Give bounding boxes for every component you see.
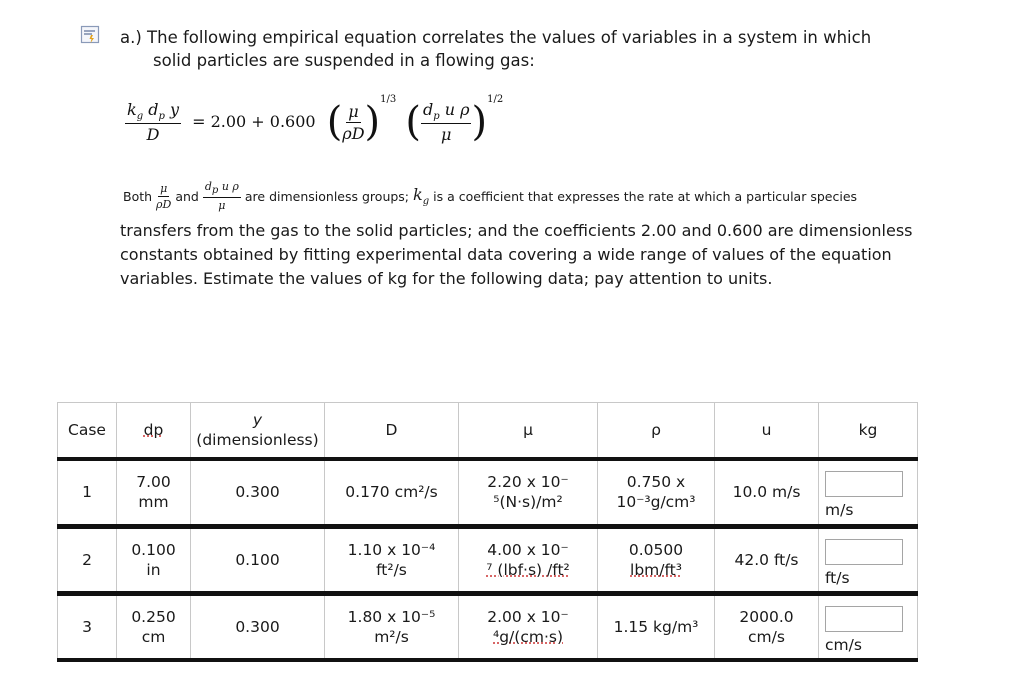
cell-mu: 4.00 x 10⁻ ⁷ (lbf·s) /ft²: [459, 526, 598, 593]
kg-answer-input-case-1[interactable]: [825, 471, 903, 497]
header-kg: kg: [819, 403, 918, 460]
header-dp: dp: [117, 403, 191, 460]
data-table: [57, 402, 918, 662]
cell-u: 42.0 ft/s: [715, 526, 819, 593]
cell-mu: 2.00 x 10⁻ ⁴g/(cm·s): [459, 593, 598, 660]
cell-rho: 1.15 kg/m³: [598, 593, 715, 660]
cell-case: 3: [58, 593, 117, 660]
cell-y: 0.100: [191, 526, 325, 593]
question-prompt: [120, 26, 871, 72]
exponent-1: 1/3: [380, 94, 397, 105]
cell-D: 0.170 cm²/s: [325, 459, 459, 526]
cell-rho: 0.0500 lbm/ft³: [598, 526, 715, 593]
group-mu-over-rhoD: $\frac{\mu}{\rho D}$: [342, 101, 365, 143]
empirical-equation: $\frac{k_g d_p y}{D}$ = 2.00 + 0.600 ( $\frac{\mu}{\rho D}$ )$^{1/3}$ ( $\frac{d_p u \rho}{\mu}$ )$^{1/2}$: [127, 94, 504, 146]
header-case: Case: [58, 403, 117, 460]
header-u: u: [715, 403, 819, 460]
header-rho: ρ: [598, 403, 715, 460]
dimensionless-groups-line: Both $\frac{\mu}{\rho D}$ and $\frac{d_p u \rho}{\mu}$ are dimensionless groups; $k_g$ is a coefficient that expresses the rate at which a particular species: [123, 180, 858, 213]
cell-u: 10.0 m/s: [715, 459, 819, 526]
instructions-paragraph: transfers from the gas to the solid particles; and the coefficients 2.00 and 0.600 are dimensionless constants obtained by fitting experimental data covering a wide range of values of the equation variables. Estimate the values of kg for the following data; pay attention to units.: [120, 221, 913, 288]
cell-D: 1.80 x 10⁻⁵ m²/s: [325, 593, 459, 660]
lhs-fraction: $\frac{k_g d_p y}{D}$: [127, 100, 179, 145]
header-D: D: [325, 403, 459, 460]
cell-dp: 0.250 cm: [117, 593, 191, 660]
kg-unit: m/s: [825, 501, 854, 519]
kg-answer-input-case-2[interactable]: [825, 539, 903, 565]
flag-icon[interactable]: [80, 25, 100, 45]
cell-D: 1.10 x 10⁻⁴ ft²/s: [325, 526, 459, 593]
cell-kg: [819, 526, 918, 593]
cell-kg: [819, 459, 918, 526]
prompt-line-2: solid particles are suspended in a flowing gas:: [153, 51, 535, 70]
table-row: [58, 526, 918, 593]
group-reynolds: $\frac{d_p u \rho}{\mu}$: [422, 100, 470, 145]
cell-y: 0.300: [191, 593, 325, 660]
exponent-2: 1/2: [487, 94, 504, 105]
kg-unit: cm/s: [825, 635, 862, 654]
equation-rhs-constant: = 2.00 + 0.600: [192, 111, 316, 131]
prompt-line-1: a.) The following empirical equation correlates the values of variables in a system in which: [120, 28, 872, 47]
header-y: y (dimensionless): [191, 403, 325, 460]
kg-unit: ft/s: [825, 568, 850, 587]
header-mu: μ: [459, 403, 598, 460]
cell-mu: 2.20 x 10⁻ ⁵(N·s)/m²: [459, 459, 598, 526]
cell-dp: 0.100 in: [117, 526, 191, 593]
cell-y: 0.300: [191, 459, 325, 526]
table-row: [58, 593, 918, 660]
cell-case: 2: [58, 526, 117, 593]
kg-answer-input-case-3[interactable]: [825, 606, 903, 632]
cell-case: 1: [58, 459, 117, 526]
cell-dp: 7.00 mm: [117, 459, 191, 526]
cell-rho: 0.750 x 10⁻³g/cm³: [598, 459, 715, 526]
cell-u: 2000.0 cm/s: [715, 593, 819, 660]
cell-kg: [819, 593, 918, 660]
table-row: [58, 459, 918, 526]
